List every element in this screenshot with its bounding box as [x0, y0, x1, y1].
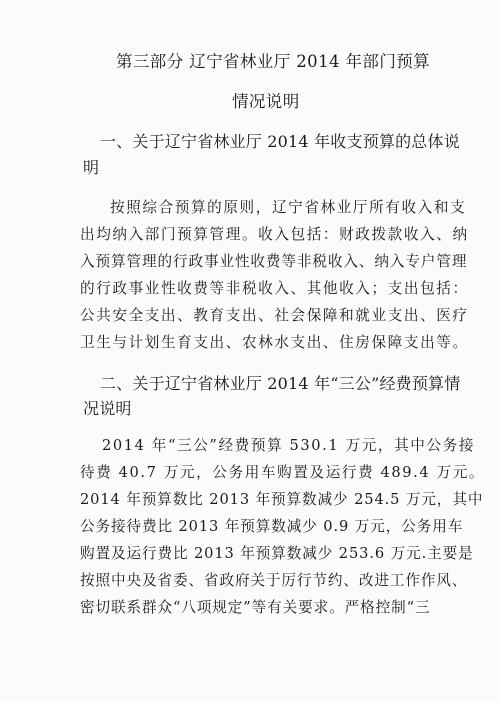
section-2-paragraph-line: 2014 年预算数比 2013 年预算数减少 254.5 万元，其中 [80, 491, 484, 508]
section-1-paragraph-line: 出均纳入部门预算管理。收入包括：财政拨款收入、纳 [80, 226, 469, 243]
section-2-paragraph-line: 公务接待费比 2013 年预算数减少 0.9 万元，公务用车 [80, 518, 464, 535]
section-1-paragraph-line: 的行政事业性收费等非税收入、其他收入；支出包括： [80, 280, 469, 297]
document-title-continued: 情况说明 [232, 92, 300, 111]
section-2-paragraph-line: 待费 40.7 万元，公务用车购置及运行费 489.4 万元。 [80, 464, 486, 481]
section-2-paragraph-line: 购置及运行费比 2013 年预算数减少 253.6 万元.主要是 [80, 545, 474, 562]
section-2-paragraph-line: 密切联系群众“八项规定”等有关要求。严格控制“三 [80, 599, 431, 616]
section-2-paragraph-line: 按照中央及省委、省政府关于厉行节约、改进工作作风、 [80, 572, 468, 589]
section-2-heading: 二、关于辽宁省林业厅 2014 年“三公”经费预算情 [100, 374, 461, 393]
section-1-heading: 一、关于辽宁省林业厅 2014 年收支预算的总体说 [100, 132, 460, 151]
section-1-heading-continued: 明 [83, 158, 100, 177]
section-2-paragraph-line: 2014 年“三公”经费预算 530.1 万元，其中公务接 [102, 437, 476, 454]
section-2-heading-continued: 况说明 [83, 399, 132, 418]
section-1-paragraph-line: 公共安全支出、教育支出、社会保障和就业支出、医疗 [80, 307, 469, 324]
document-title: 第三部分 辽宁省林业厅 2014 年部门预算 [116, 52, 431, 71]
section-1-paragraph-line: 按照综合预算的原则，辽宁省林业厅所有收入和支 [110, 199, 467, 216]
section-1-paragraph-line: 入预算管理的行政事业性收费等非税收入、纳入专户管理 [80, 253, 468, 270]
section-1-paragraph-line: 卫生与计划生育支出、农林水支出、住房保障支出等。 [80, 334, 469, 351]
